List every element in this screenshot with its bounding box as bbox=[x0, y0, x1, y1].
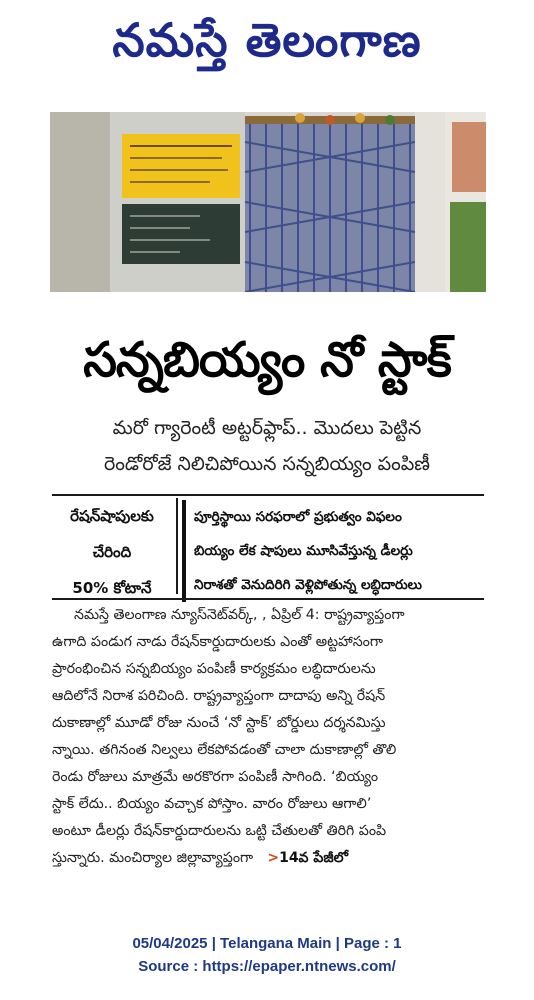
subhead-line: మరో గ్యారెంటీ అట్టర్‌ఫ్లాప్.. మొదలు పెట్టిన bbox=[112, 417, 422, 439]
article-photo bbox=[50, 112, 486, 292]
page-footer bbox=[0, 932, 534, 978]
divider-top bbox=[52, 494, 484, 496]
body-line: స్తున్నారు. మంచిర్యాల జిల్లావ్యాప్తంగా bbox=[52, 850, 254, 866]
continued-link[interactable] bbox=[258, 850, 348, 866]
side-note bbox=[52, 498, 172, 606]
side-note-line: చేరింది bbox=[92, 543, 132, 561]
side-note-line: 50% కోటానే bbox=[72, 579, 152, 597]
body-line-last bbox=[52, 845, 484, 872]
blackboard bbox=[122, 204, 240, 264]
notice-board bbox=[122, 134, 240, 198]
highlight-bullet: నిరాశతో వెనుదిరిగి వెళ్లిపోతున్న లబ్ధిదారులు bbox=[182, 568, 492, 602]
body-line: స్టాక్ లేదు.. బియ్యం వచ్చాక పోస్తాం. వారం రోజులు ఆగాలి’ bbox=[52, 796, 372, 812]
footer-edition-line: 05/04/2025 | Telangana Main | Page : 1 bbox=[132, 935, 402, 952]
continued-arrow-icon: > bbox=[267, 850, 280, 866]
divider-bottom bbox=[52, 598, 484, 600]
highlight-bullet: పూర్తిస్థాయి సరఫరాలో ప్రభుత్వం విఫలం bbox=[182, 500, 492, 534]
highlight-bullet: బియ్యం లేక షాపులు మూసివేస్తున్న డీలర్లు bbox=[182, 534, 492, 568]
body-line: దుకాణాల్లో మూడో రోజు నుంచే ‘నో స్టాక్’ బోర్డులు దర్శనమిస్తు bbox=[52, 715, 386, 731]
subhead-line: రెండోరోజే నిలిచిపోయిన సన్నబియ్యం పంపిణీ bbox=[104, 453, 430, 475]
continued-text: 14వ పేజీలో bbox=[279, 850, 348, 866]
side-note-line: రేషన్‌షాపులకు bbox=[70, 507, 154, 525]
divider-vertical bbox=[176, 498, 178, 594]
body-line: రెండు రోజులు మాత్రమే అరకొరగా పంపిణీ సాగింది. ‘బియ్యం bbox=[52, 769, 379, 785]
footer-source-line: Source : https://epaper.ntnews.com/ bbox=[138, 958, 396, 975]
body-line: న్నాయి. తగినంత నిల్వలు లేకపోవడంతో చాలా దుకాణాల్లో తొలి bbox=[52, 742, 397, 758]
highlight-bullets bbox=[182, 500, 492, 602]
article-subhead bbox=[52, 410, 482, 482]
article-headline: సన్నబియ్యం నో స్టాక్ bbox=[83, 332, 451, 388]
body-line: ప్రారంభించిన సన్నబియ్యం పంపిణీ కార్యక్రమం లబ్ధిదారులను bbox=[52, 661, 376, 677]
newspaper-masthead: నమస్తే తెలంగాణ bbox=[112, 13, 422, 67]
article-body bbox=[52, 602, 484, 872]
body-line: ఉగాది పండుగ నాడు రేషన్‌కార్డుదారులకు ఎంతో అట్టహాసంగా bbox=[52, 634, 383, 650]
body-line: అంటూ డీలర్లు రేషన్‌కార్డుదారులను ఒట్టి చేతులతో తిరిగి పంపి bbox=[52, 823, 387, 839]
body-line: నమస్తే తెలంగాణ న్యూస్‌నెట్‌వర్క్, , ఏప్రిల్ 4: రాష్ట్రవ్యాప్తంగా bbox=[74, 607, 405, 623]
body-line: ఆదిలోనే నిరాశ పరిచింది. రాష్ట్రవ్యాప్తంగా దాదాపు అన్ని రేషన్ bbox=[52, 688, 386, 704]
ration-shop-photo bbox=[50, 112, 486, 292]
